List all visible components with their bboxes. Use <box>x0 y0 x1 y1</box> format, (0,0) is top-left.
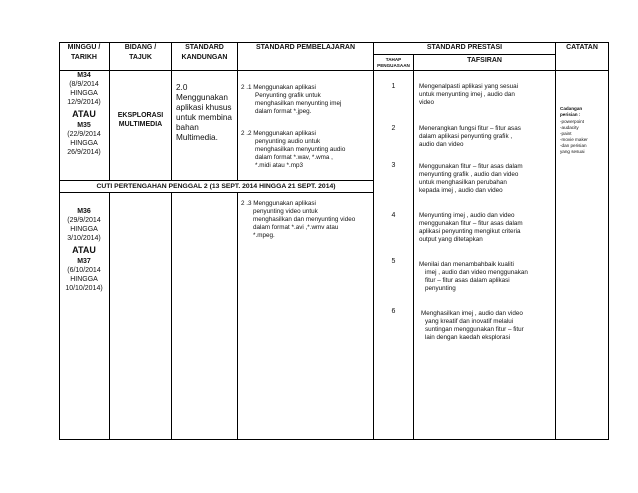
bidang-line: MULTIMEDIA <box>118 121 163 128</box>
week-label: M37 <box>77 258 91 265</box>
header-tarikh: TARIKH <box>71 54 97 61</box>
col-line-3 <box>237 42 238 181</box>
level-number: 2 <box>391 125 396 132</box>
kandungan-line: 2.0 <box>176 83 188 92</box>
table-border-bottom <box>59 439 609 440</box>
sp-2-1: Penyunting grafik untuk <box>255 92 321 99</box>
header-minggu: MINGGU / <box>67 44 101 51</box>
week-label: M35 <box>77 122 91 129</box>
week-date: (29/9/2014 <box>67 217 101 224</box>
level-desc: kepada imej , audio dan video <box>419 187 503 194</box>
sp-2-2: penyunting audio untuk <box>255 138 321 145</box>
header-pembelajaran: STANDARD PEMBELAJARAN <box>255 44 356 51</box>
kandungan-line: aplikasi khusus <box>176 103 232 112</box>
sp-2-1: dalam format *.jpeg. <box>255 108 312 115</box>
level-desc: yang kreatif dan inovatif melalui <box>425 318 514 325</box>
sp-2-3: dalam format *.avi ,*.wmv atau <box>253 224 339 231</box>
level-desc: fitur – fitur asas dalam aplikasi <box>425 277 510 284</box>
prestasi-subheader-line <box>373 54 555 55</box>
kandungan-line: bahan <box>176 123 199 132</box>
week-or: ATAU <box>72 109 96 119</box>
level-desc: aplikasi penyunting mengikut criteria <box>419 228 521 235</box>
week-date: 3/10/2014) <box>67 235 101 242</box>
header-standard: STANDARD <box>185 44 224 51</box>
header-kandungan: KANDUNGAN <box>181 54 228 61</box>
level-desc: Menyunting imej , audio dan video <box>419 212 515 219</box>
level-number: 4 <box>391 212 396 219</box>
col-line-2 <box>171 42 172 181</box>
level-desc: dalam aplikasi penyunting grafik , <box>419 133 513 140</box>
week-date: HINGGA <box>70 226 98 233</box>
week-label: M34 <box>77 72 91 79</box>
level-desc: untuk menghasilkan perubahan <box>419 179 507 186</box>
header-bidang: BIDANG / <box>124 44 157 51</box>
lesson-plan-table <box>59 42 609 440</box>
cuti-bottom-line <box>59 192 373 193</box>
sp-2-2: *.midi atau *.mp3 <box>255 162 303 169</box>
week-date: 10/10/2014) <box>65 285 103 292</box>
level-desc: untuk menyunting imej , audio dan <box>419 91 515 98</box>
col-line-1b <box>109 192 110 440</box>
level-desc: Menggunakan fitur – fitur asas dalam <box>419 163 523 170</box>
level-desc: Menilai dan menambahbaik kualiti <box>419 261 514 268</box>
level-desc: audio dan video <box>419 141 464 148</box>
col-line-6 <box>555 42 556 440</box>
catatan-line: -movie maker <box>560 137 588 142</box>
week-date: HINGGA <box>70 90 98 97</box>
header-prestasi: STANDARD PRESTASI <box>426 44 503 51</box>
sp-2-3: 2 .3 Menggunakan aplikasi <box>241 200 316 207</box>
catatan-line: yang sesuai <box>560 149 585 154</box>
level-number: 5 <box>391 258 396 265</box>
header-tafsiran: TAFSIRAN <box>467 57 502 64</box>
week-date: HINGGA <box>70 140 98 147</box>
col-line-3b <box>237 192 238 440</box>
level-number: 1 <box>391 83 396 90</box>
level-desc: Menerangkan fungsi fitur – fitur asas <box>419 125 521 132</box>
catatan-line: -paint <box>560 131 572 136</box>
table-border-top <box>59 42 609 43</box>
level-desc: menyunting grafik , audio dan video <box>419 171 519 178</box>
week-date: HINGGA <box>70 276 98 283</box>
week-date: (8/9/2014 <box>69 81 99 88</box>
sp-2-2: dalam format *.wav, *.wma , <box>255 154 333 161</box>
table-border-right <box>608 42 609 440</box>
level-number: 3 <box>391 162 396 169</box>
level-desc: Menghasilkan imej , audio dan video <box>421 310 523 317</box>
kandungan-line: untuk membina <box>176 113 232 122</box>
week-date: (6/10/2014 <box>67 267 101 274</box>
level-desc: imej , audio dan video menggunakan <box>425 269 528 276</box>
week-date: 12/9/2014) <box>67 99 101 106</box>
catatan-line: -powerpoint <box>560 119 585 124</box>
catatan-line: -dan perisian <box>560 143 587 148</box>
header-catatan: CATATAN <box>566 44 598 51</box>
sp-2-3: *.mpeg. <box>253 232 275 239</box>
sp-2-2: 2 .2 Menggunakan aplikasi <box>241 130 316 137</box>
col-line-5 <box>413 54 414 440</box>
kandungan-line: Multimedia. <box>176 133 218 142</box>
level-desc: video <box>419 99 435 106</box>
level-number: 6 <box>391 308 396 315</box>
week-date: (22/9/2014 <box>67 131 101 138</box>
level-desc: suntingan menggunakan fitur – fitur <box>425 326 524 333</box>
cuti-banner: CUTI PERTENGAHAN PENGGAL 2 (13 SEPT. 2014 HINGGA 21 SEPT. 2014) <box>96 183 336 190</box>
sp-2-2: menghasilkan menyunting audio <box>255 146 346 153</box>
level-desc: penyunting <box>425 285 456 292</box>
sp-2-3: menghasilkan dan menyunting video <box>253 216 356 223</box>
sp-2-1: 2 .1 Menggunakan aplikasi <box>241 84 316 91</box>
bidang-line: EKSPLORASI <box>117 112 164 119</box>
header-tajuk: TAJUK <box>129 54 152 61</box>
level-desc: lain dengan kaedah eksplorasi <box>425 334 511 341</box>
header-penguasaan: PENGUASAAN <box>377 63 410 68</box>
level-desc: menggunakan fitur – fitur asas dalam <box>419 220 523 227</box>
header-tahap: TAHAP <box>385 57 402 62</box>
week-label: M36 <box>77 208 91 215</box>
week-or: ATAU <box>72 245 96 255</box>
col-line-2b <box>171 192 172 440</box>
catatan-line: -audacity <box>560 125 579 130</box>
catatan-line: Cadangan <box>560 106 583 111</box>
header-bottom-line <box>59 70 609 71</box>
level-desc: Mengenalpasti aplikasi yang sesuai <box>419 83 519 90</box>
kandungan-line: Menggunakan <box>176 93 228 102</box>
sp-2-1: menghasilkan menyunting imej <box>255 100 342 107</box>
col-line-4 <box>373 42 374 440</box>
cuti-top-line <box>59 180 373 181</box>
level-desc: output yang ditetapkan <box>419 236 483 243</box>
sp-2-3: penyunting video untuk <box>253 208 318 215</box>
catatan-line: perisian : <box>560 112 581 117</box>
week-date: 26/9/2014) <box>67 149 101 156</box>
